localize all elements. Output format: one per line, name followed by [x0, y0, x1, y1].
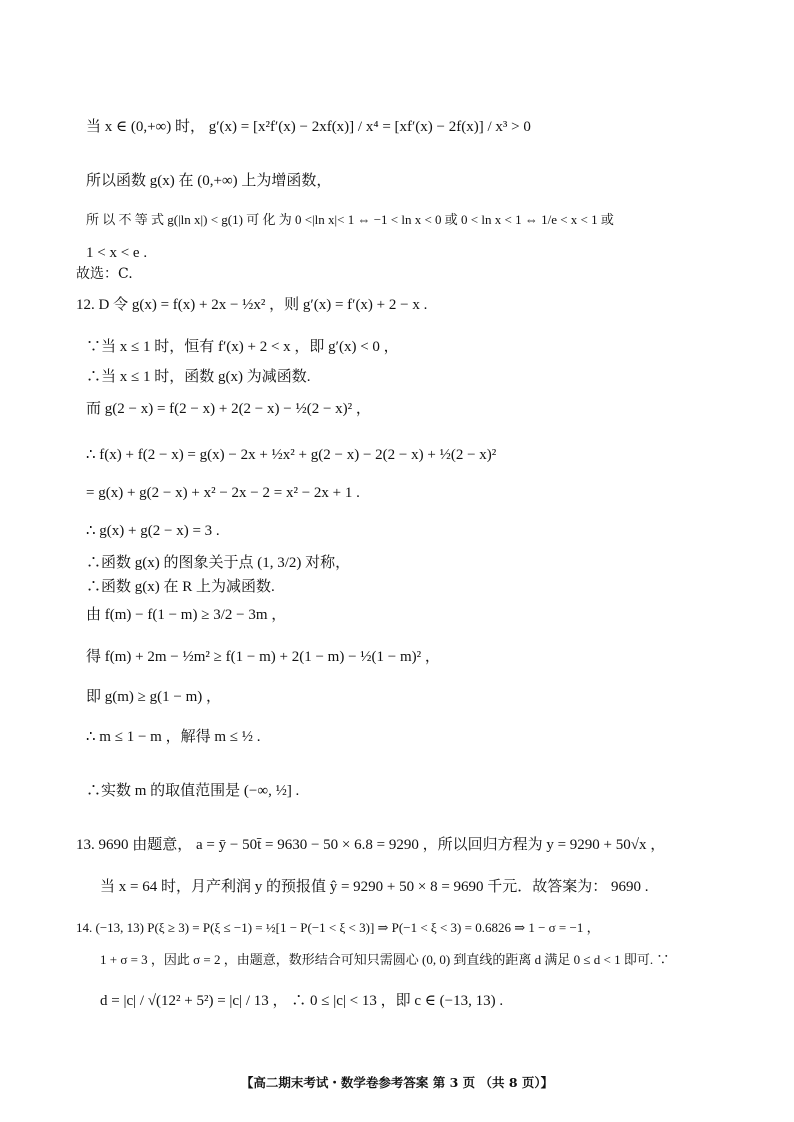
line-19: ∴实数 m 的取值范围是 (−∞, ½] .: [86, 783, 300, 799]
line-07: ∵当 x ≤ 1 时，恒有 f′(x) + 2 < x ，即 g′(x) < 0 ，: [86, 339, 399, 355]
line-17: 即 g(m) ≥ g(1 − m) ，: [86, 689, 222, 705]
line-08: ∴当 x ≤ 1 时，函数 g(x) 为减函数.: [86, 369, 311, 385]
line-21: 当 x = 64 时，月产利润 y 的预报值 ŷ = 9290 + 50 × 8 = 9690 千元．故答案为： 9690 .: [100, 879, 649, 895]
line-20: 13. 9690 由题意， a = ȳ − 50t̄ = 9630 − 50 × 6.8 = 9290 ，所以回归方程为 y = 9290 + 50√x ，: [76, 837, 666, 853]
line-11: = g(x) + g(2 − x) + x² − 2x − 2 = x² − 2x + 1 .: [86, 485, 360, 501]
line-04: 1 < x < e .: [86, 245, 148, 261]
line-14: ∴函数 g(x) 在 R 上为减函数.: [86, 579, 275, 595]
line-16: 得 f(m) + 2m − ½m² ≥ f(1 − m) + 2(1 − m) − ½(1 − m)² ，: [86, 649, 440, 665]
line-10: ∴ f(x) + f(2 − x) = g(x) − 2x + ½x² + g(2 − x) − 2(2 − x) + ½(2 − x)²: [86, 447, 497, 463]
line-03: 所 以 不 等 式 g(|ln x|) < g(1) 可 化 为 0 <|ln x|< 1 ⇔ −1 < ln x < 0 或 0 < ln x < 1 ⇔ 1/e < x < 1 或: [86, 212, 614, 227]
line-02: 所以函数 g(x) 在 (0,+∞) 上为增函数，: [86, 173, 332, 189]
line-13: ∴函数 g(x) 的图象关于点 (1, 3/2) 对称，: [86, 555, 351, 571]
line-15: 由 f(m) − f(1 − m) ≥ 3/2 − 3m ，: [86, 607, 287, 623]
line-12: ∴ g(x) + g(2 − x) = 3 .: [86, 523, 220, 539]
line-23: 1 + σ = 3 ，因此 σ = 2 ，由题意，数形结合可知只需圆心 (0, 0) 到直线的距离 d 满足 0 ≤ d < 1 即可. ∵: [100, 952, 670, 967]
page-footer: 【高二期末考试・数学卷参考答案 第 3 页 （共 8 页）】: [240, 1075, 554, 1090]
line-01: 当 x ∈ (0,+∞) 时， g′(x) = [x²f′(x) − 2xf(x)] / x⁴ = [xf′(x) − 2f(x)] / x³ > 0: [86, 119, 531, 135]
line-09: 而 g(2 − x) = f(2 − x) + 2(2 − x) − ½(2 − x)² ，: [86, 401, 371, 417]
line-22: 14. (−13, 13) P(ξ ≥ 3) = P(ξ ≤ −1) = ½[1 − P(−1 < ξ < 3)] ⇒ P(−1 < ξ < 3) = 0.6826 ⇒ 1 − σ = −1 ，: [76, 920, 600, 935]
line-18: ∴ m ≤ 1 − m ，解得 m ≤ ½ .: [86, 729, 261, 745]
line-05: 故选：C.: [76, 266, 133, 282]
line-06: 12. D 令 g(x) = f(x) + 2x − ½x² ，则 g′(x) = f′(x) + 2 − x .: [76, 297, 428, 313]
line-24: d = |c| / √(12² + 5²) = |c| / 13 ， ∴ 0 ≤ |c| < 13 ，即 c ∈ (−13, 13) .: [100, 993, 504, 1009]
